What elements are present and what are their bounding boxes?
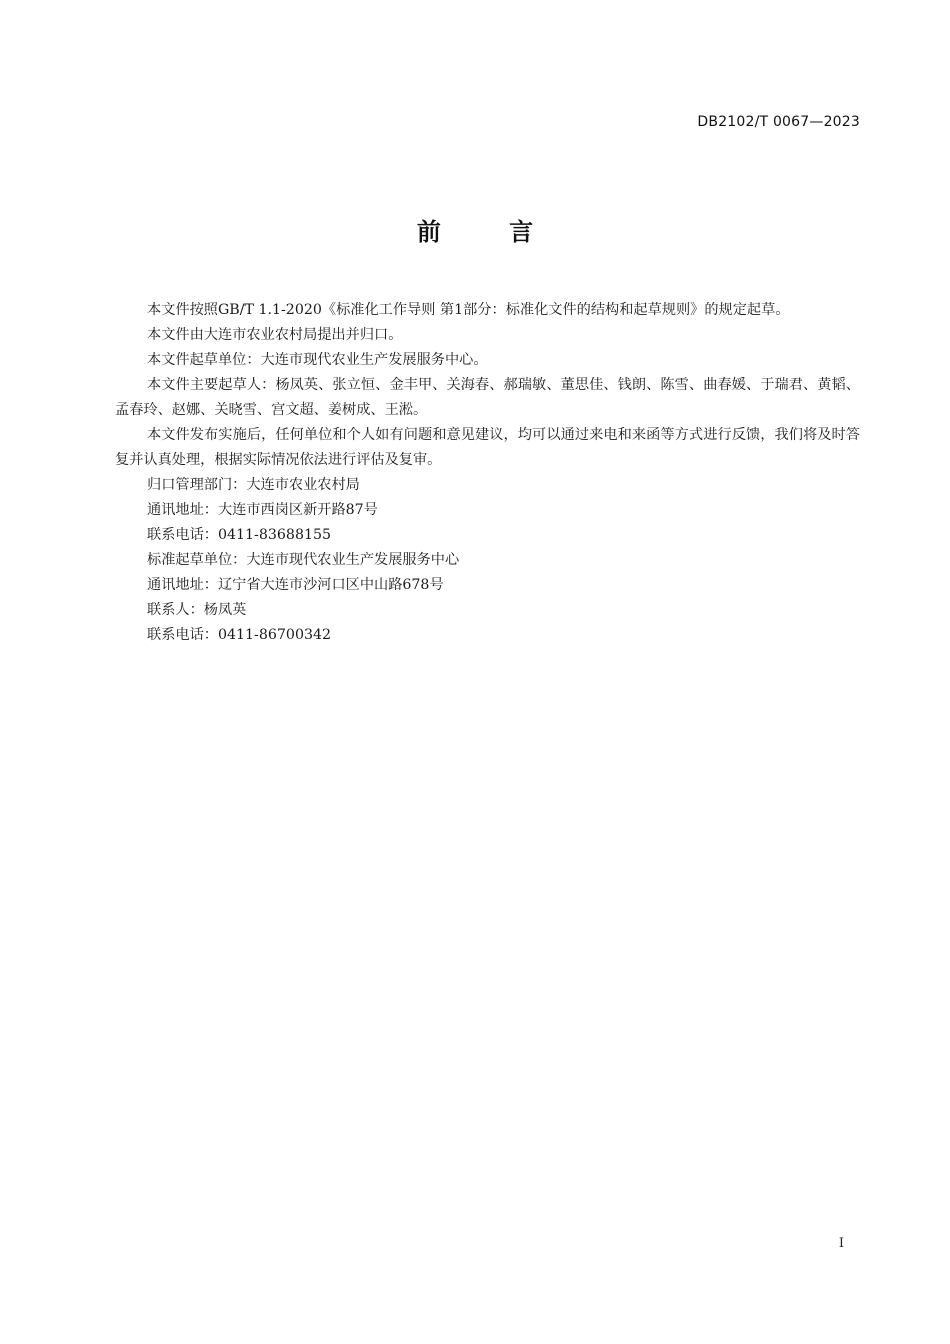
contact-address-2: 通讯地址：辽宁省大连市沙河口区中山路678号	[147, 577, 444, 593]
contact-phone-1: 联系电话：0411-83688155	[147, 527, 332, 543]
paragraph-drafting-unit: 本文件起草单位：大连市现代农业生产发展服务中心。	[147, 352, 488, 368]
standard-code: DB2102/T 0067—2023	[697, 114, 860, 130]
contact-drafting-unit: 标准起草单位：大连市现代农业生产发展服务中心	[147, 552, 460, 568]
contact-phone-2: 联系电话：0411-86700342	[147, 627, 332, 643]
foreword-body	[115, 298, 860, 648]
paragraph-drafters: 本文件主要起草人：杨凤英、张立恒、金丰甲、关海春、郝瑞敏、董思佳、钱朗、陈雪、曲春媛、于瑞君、黄韬、孟春玲、赵娜、关晓雪、宫文超、姜树成、王淞。	[115, 377, 860, 418]
paragraph-drafting-rules: 本文件按照GB/T 1.1-2020《标准化工作导则 第1部分：标准化文件的结构和起草规则》的规定起草。	[147, 302, 790, 318]
contact-address-1: 通讯地址：大连市西岗区新开路87号	[147, 502, 378, 518]
page-number: I	[838, 1236, 844, 1251]
paragraph-proposer: 本文件由大连市农业农村局提出并归口。	[147, 327, 403, 343]
contact-management-dept: 归口管理部门：大连市农业农村局	[147, 477, 360, 493]
contact-person: 联系人：杨凤英	[147, 602, 247, 618]
page-title: 前 言	[416, 218, 564, 246]
paragraph-feedback: 本文件发布实施后，任何单位和个人如有问题和意见建议，均可以通过来电和来函等方式进行反馈，我们将及时答复并认真处理，根据实际情况依法进行评估及复审。	[115, 427, 860, 468]
